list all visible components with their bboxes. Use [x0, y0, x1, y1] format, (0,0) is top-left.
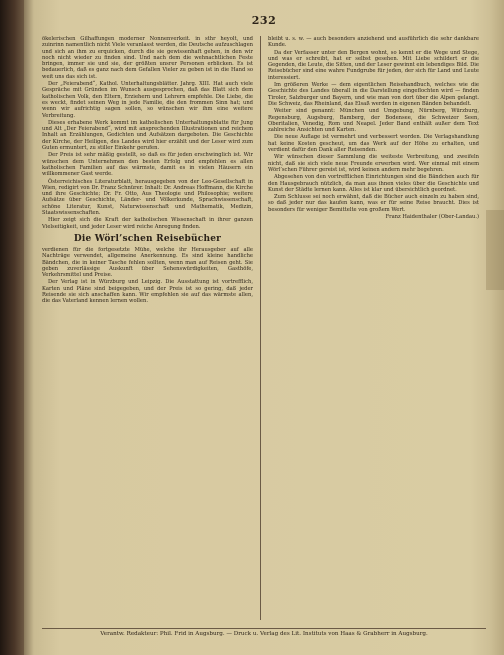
paragraph: Abgesehen von den vortrefflichen Einrichtungen sind die Bändchen auch für den Hausgebrauch nützlich, da man aus ihnen vieles über die Geschichte und Kunst der Städte lernen kann. Alles ist klar und übersichtlich geordnet.	[268, 174, 479, 193]
paragraph: Dieses erhabene Werk kommt im katholischen Unterhaltungsblatte für Jung und Alt „Der Feierabend“, wird mit ansprechenden Illustrationen und reichem Inhalt an Erzählungen, Gedichten und Aufsätzen dargeboten. Die Geschichte der Kirche, der Heiligen, des Landes wird hier erzählt und der Leser wird zum Guten ermuntert, zu stiller Einkehr gerufen.	[42, 119, 253, 152]
signature-line: Franz Haidenthaler (Ober-Landau.)	[385, 214, 479, 221]
book-spine	[0, 0, 24, 655]
paragraph: Im größeren Werke — dem eigentlichen Reisehandbuch, welches wie die Geschichte des Landes überall in die Darstellung eingeflochten wird — finden Tiroler, Salzburger und Bayern, und wie man von dort über die Alpen gelangt. Die Schweiz, das Rheinland, das Elsaß werden in eigenen Bänden behandelt.	[268, 82, 479, 107]
paragraph: Hier zeigt sich die Kraft der katholischen Wissenschaft in ihrer ganzen Vielseitigkeit, und jeder Leser wird reiche Anregung finden.	[42, 217, 253, 230]
paragraph: Zum Schlusse sei noch erwähnt, daß die Bücher auch einzeln zu haben sind, so daß jeder nur das kaufen kann, was er für seine Reise braucht. Dies ist besonders für weniger Bemittelte von großem Wert.	[268, 194, 479, 213]
paragraph: verdienen für die fortgesetzte Mühe, welche ihr Herausgeber auf alle Nachträge verwendet, allgemeine Anerkennung. Es sind kleine handliche Bändchen, die in keiner Tasche fehlen sollten, wenn man auf Reisen geht. Sie geben zuverlässige Auskunft über Sehenswürdigkeiten, Gasthöfe, Verkehrsmittel und Preise.	[42, 246, 253, 279]
paragraph: Der Verlag ist in Würzburg und Leipzig. Die Ausstattung ist vortrefflich, Karten und Pläne sind beigegeben, und der Preis ist so gering, daß jeder Reisende sie sich anschaffen kann. Wir empfehlen sie auf das wärmste allen, die das Vaterland kennen lernen wollen.	[42, 279, 253, 305]
paragraph: Weiter sind genannt: München und Umgebung, Nürnberg, Würzburg, Regensburg, Augsburg, Bamberg, der Bodensee, die Schweizer Seen, Oberitalien, Venedig, Rom und Neapel. Jeder Band enthält außer dem Text zahlreiche Ansichten und Karten.	[268, 108, 479, 134]
paragraph: ökelerischen Gilhaffungen moderner Nonnenverkeit. in sthr heyolt, und zuinrinn namentlich nicht Viele veranlasst werden, die Deutsche aufzuschlagen und sich an ihm zu erquicken, durch die sie gewissenhaft gehen, in den wir noch nicht wieder zu finden sind. Und nach dem die wehnachtlichen Feste bringen, immer sie und sie, der größten unsrer Personen erblicken. Es ist bedauerlich, daß es ganz nach dem Gefallen Vieler zu geben ist in die Hand so weit uns das sich ist.	[42, 36, 253, 80]
paragraph: Die neue Auflage ist vermehrt und verbessert worden. Die Verlagshandlung hat keine Kosten gescheut, um das Werk auf der Höhe zu erhalten, und verdient dafür den Dank aller Reisenden.	[268, 134, 479, 154]
imprint-footer: Verantw. Redakteur: Phil. Frid in Augsburg. — Druck u. Verlag des Lit. Instituts von Haas & Grabherr in Augsburg.	[42, 628, 486, 638]
paragraph: bleibt u. s. w. — auch besonders anziehend und ausführlich die sehr dankbare Kunde.	[268, 36, 479, 49]
page-edge	[486, 210, 504, 290]
column-divider	[260, 36, 261, 620]
paragraph: Wir wünschen dieser Sammlung die weiteste Verbreitung, und zweifeln nicht, daß sie sich viele neue Freunde erwerben wird. Wer einmal mit einem Wörl’schen Führer gereist ist, wird keinen andern mehr begehren.	[268, 154, 479, 173]
paragraph: Der Preis ist sehr mäßig gestellt, so daß es für jeden erschwinglich ist. Wir wünschen dem Unternehmen den besten Erfolg und empfehlen es allen katholischen Familien auf das wärmste, damit es in vielen Häusern ein willkommener Gast werde.	[42, 152, 253, 178]
paragraph: Der „Feierabend“, Kathol. Unterhaltungsblätter. Jahrg. XIII. Hat auch viele Gespräche mit Gründen im Wunsch ausgesprochen, daß das Blatt sich dem katholischen Volk, den Eltern, Erziehern und Lehrern empfehle. Die Liebe, die es weckt, findet seinen Weg in jede Familie, die den frommen Sinn hat; und wenn wir aufrichtig sagen sollen, so wünschen wir ihm eine weitere Verbreitung.	[42, 81, 253, 119]
right-column	[268, 36, 479, 620]
paragraph: Da der Verfasser unter den Bergen wohnt, so kennt er die Wege und Stege, und was er schreibt, hat er selbst gesehen. Mit Liebe schildert er die Gegenden, die Leute, die Sitten, und der Leser gewinnt ein lebendiges Bild. Die Reisebücher sind eine wahre Fundgrube für jeden, der sich für Land und Leute interessiert.	[268, 49, 479, 81]
section-heading: Die Wörl’schen Reisebücher	[73, 233, 222, 244]
page-number: 232	[251, 14, 277, 27]
left-column	[42, 36, 253, 620]
document-page	[42, 14, 486, 642]
paragraph: Österreichisches Literaturblatt, herausgegeben von der Leo-Gesellschaft in Wien, redigirt von Dr. Franz Schnürer. Inhalt: Dr. Andreas Hoffmann, die Kirche und ihre Geschichte; Dr. Fr. Otto, Aus Theologie und Philosophie; weitere Aufsätze über Geschichte, Länder- und Völkerkunde, Sprachwissenschaft, schöne Literatur, Kunst, Naturwissenschaft und Mathematik, Medizin, Staatswissenschaften.	[42, 178, 253, 217]
